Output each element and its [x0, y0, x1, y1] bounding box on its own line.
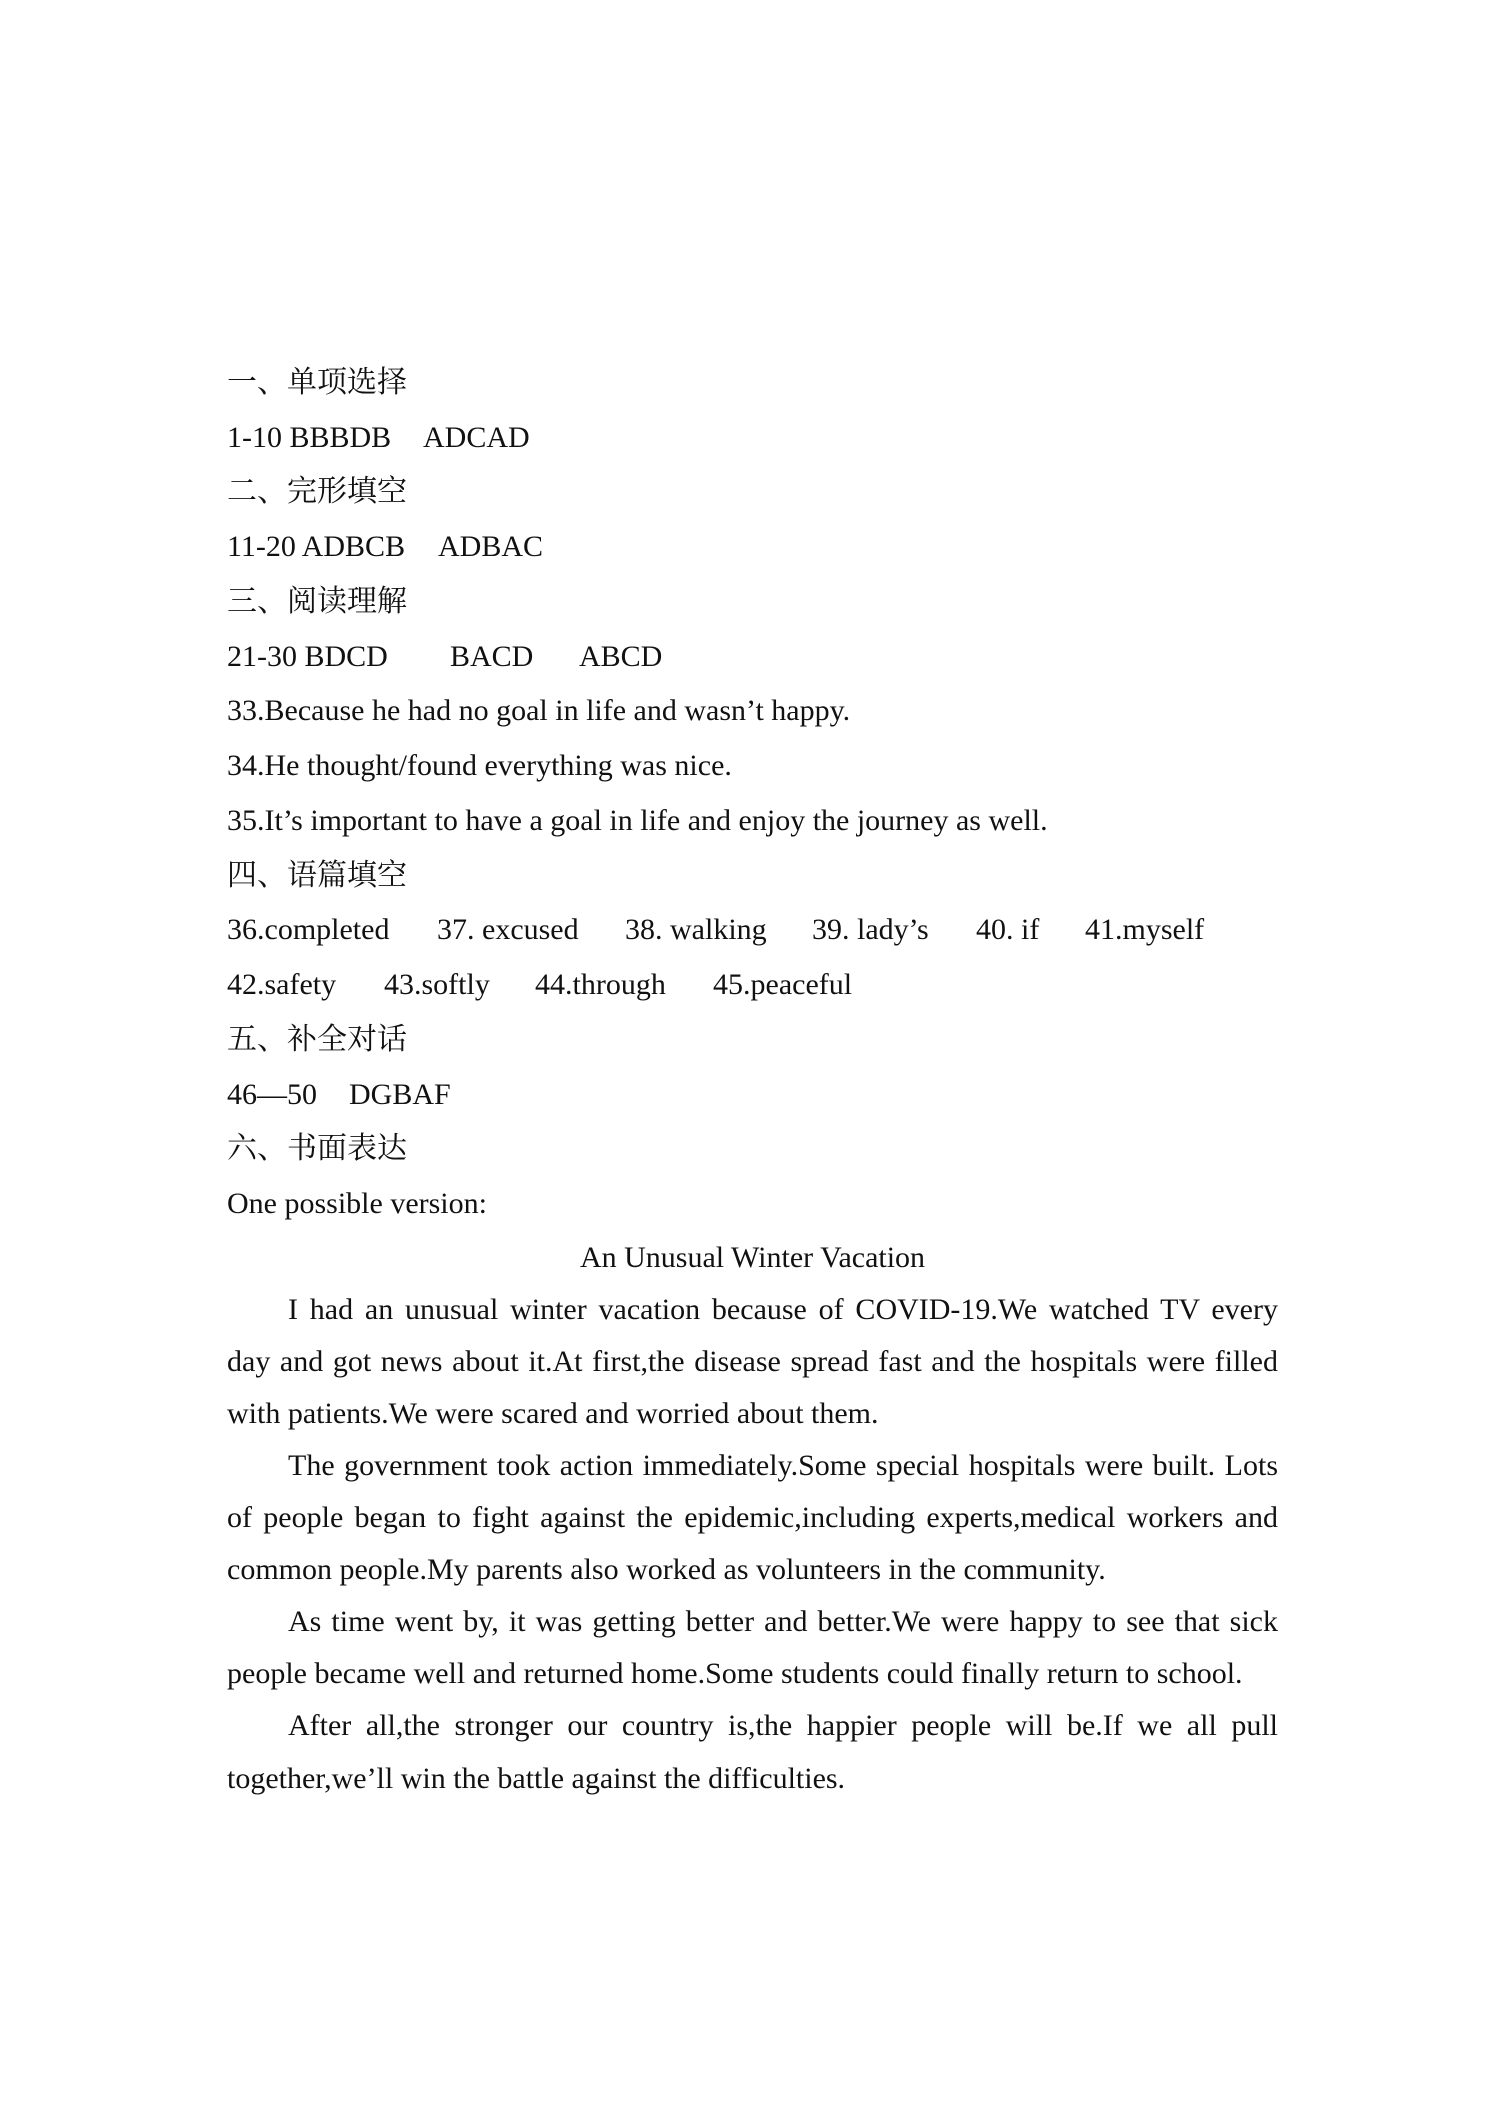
answer-item: 43.softly	[384, 968, 490, 1002]
essay-line: As time went by, it was getting better and better.We were happy to see that sick	[288, 1605, 1278, 1639]
answer-item: ABCD	[579, 639, 663, 673]
essay-line: common people.My parents also worked as volunteers in the community.	[227, 1553, 1106, 1587]
section-heading: 六、书面表达	[227, 1132, 407, 1166]
answer-item: 11-20 ADBCB	[227, 530, 406, 564]
answer-row	[227, 630, 1278, 685]
essay-title: An Unusual Winter Vacation	[579, 1240, 926, 1274]
answer-item: 39. lady’s	[812, 913, 929, 947]
section-heading: 一、单项选择	[227, 366, 407, 399]
answer-line: 33.Because he had no goal in life and wasn’t happy.	[227, 694, 851, 728]
sample-essay	[227, 1232, 1278, 1805]
essay-line: I had an unusual winter vacation because of COVID-19.We watched TV every	[288, 1292, 1278, 1326]
answer-item: 21-30 BDCD	[227, 639, 388, 673]
section-heading: 五、补全对话	[227, 1022, 407, 1056]
essay-line: of people began to fight against the epidemic,including experts,medical workers and	[227, 1501, 1278, 1535]
answer-row	[227, 520, 1278, 575]
answer-row	[227, 958, 1278, 1013]
answer-item: ADCAD	[423, 420, 530, 454]
answer-key	[227, 356, 1278, 1805]
answer-item: DGBAF	[349, 1077, 451, 1111]
answer-item: 42.safety	[227, 968, 337, 1002]
essay-intro: One possible version:	[227, 1187, 487, 1221]
answer-item: 45.peaceful	[713, 968, 853, 1002]
answer-item: 44.through	[535, 968, 666, 1002]
answer-line: 34.He thought/found everything was nice.	[227, 749, 732, 783]
essay-paragraph	[227, 1700, 1278, 1804]
answer-row	[227, 411, 1278, 466]
essay-line: together,we’ll win the battle against the difficulties.	[227, 1761, 846, 1795]
essay-paragraph	[227, 1440, 1278, 1596]
answer-item: ADBAC	[438, 530, 544, 564]
answer-line: 35.It’s important to have a goal in life and enjoy the journey as well.	[227, 803, 1048, 837]
answer-item: 40. if	[976, 913, 1040, 947]
section-heading: 三、阅读理解	[227, 584, 407, 618]
answer-item: BACD	[450, 639, 534, 673]
answer-row	[227, 903, 1278, 958]
answer-sections	[227, 356, 1278, 1232]
answer-item: 41.myself	[1085, 913, 1205, 947]
essay-line: day and got news about it.At first,the disease spread fast and the hospitals were filled	[227, 1344, 1278, 1378]
section-heading: 二、完形填空	[227, 475, 407, 509]
essay-line: people became well and returned home.Some students could finally return to school.	[227, 1657, 1243, 1691]
answer-row	[227, 1068, 1278, 1123]
answer-item: 36.completed	[227, 913, 390, 947]
answer-item: 46—50	[227, 1077, 317, 1111]
answer-item: 1-10 BBBDB	[227, 420, 392, 454]
essay-paragraph	[227, 1596, 1278, 1700]
essay-line: After all,the stronger our country is,the happier people will be.If we all pull	[288, 1709, 1278, 1743]
essay-line: with patients.We were scared and worried about them.	[227, 1396, 879, 1430]
essay-line: The government took action immediately.Some special hospitals were built. Lots	[288, 1449, 1278, 1483]
essay-paragraph	[227, 1284, 1278, 1440]
answer-item: 37. excused	[437, 913, 579, 947]
section-heading: 四、语篇填空	[227, 858, 407, 892]
answer-item: 38. walking	[625, 913, 767, 947]
